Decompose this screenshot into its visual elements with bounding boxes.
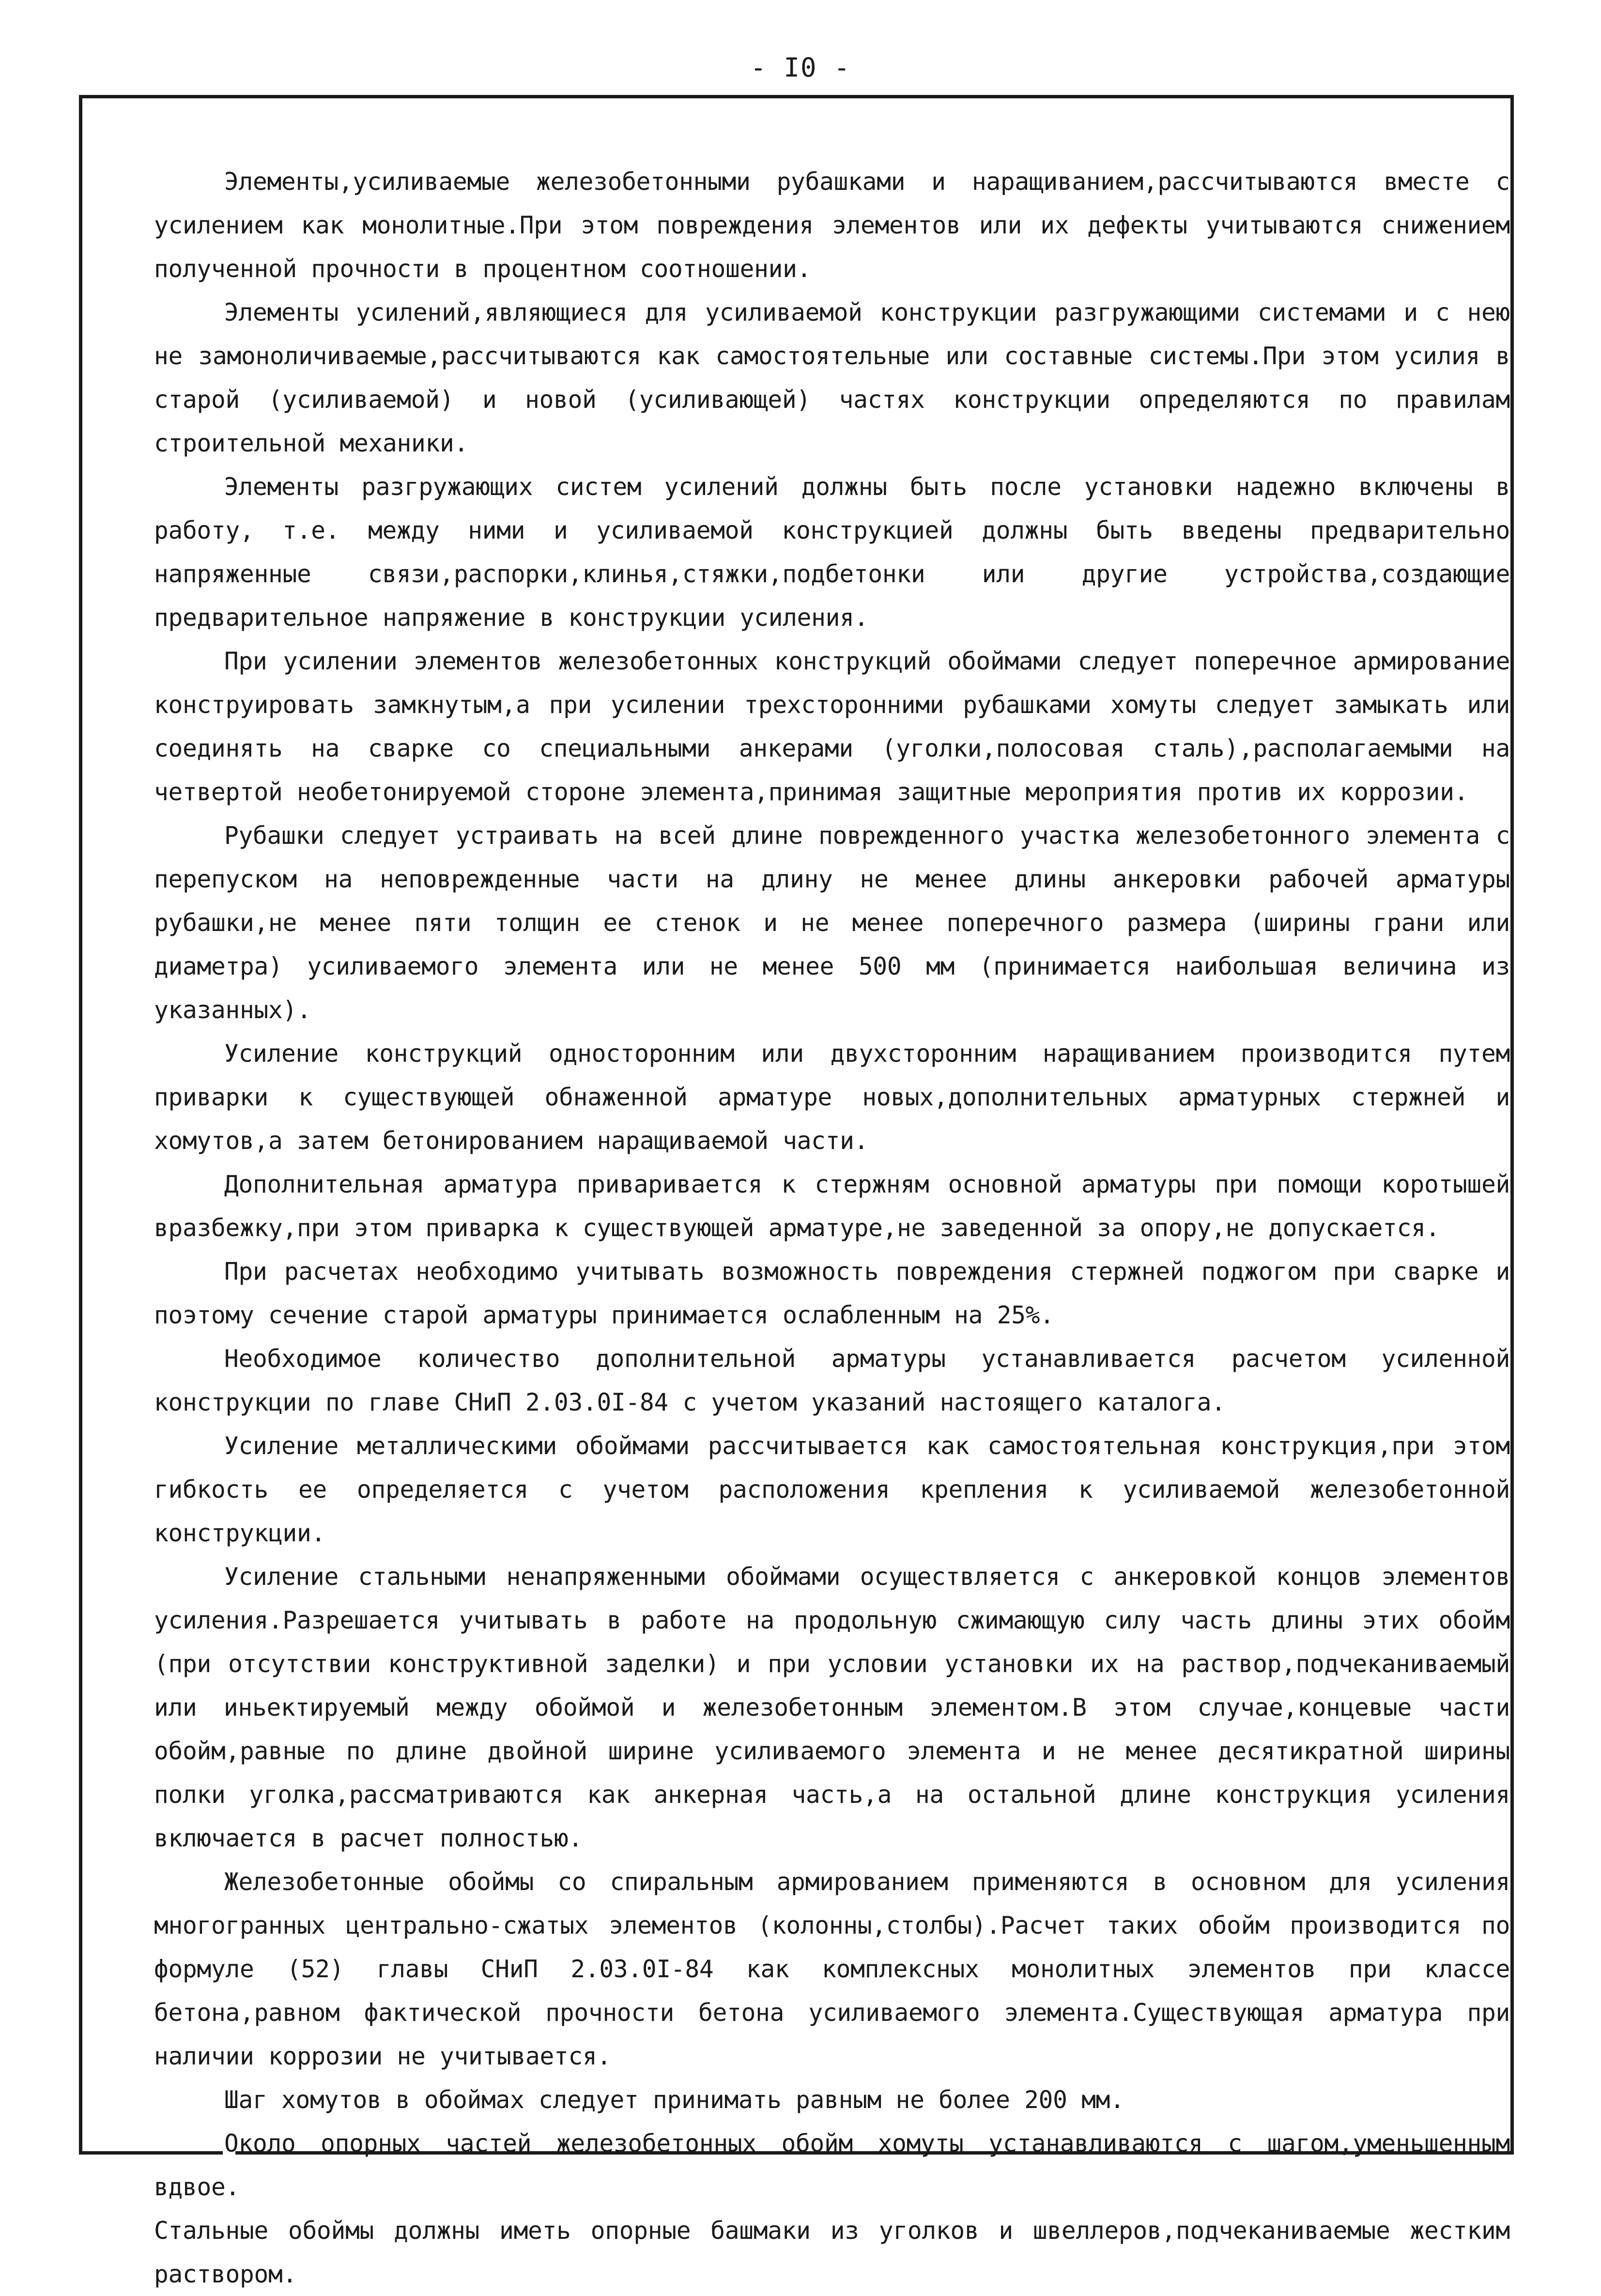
paragraph-2: Элементы усилений,являющиеся для усиливаемой конструкции разгружающими системами и с нею не замоноличиваемые,рассчитываются как самостоятельные или составные системы.При этом усилия в старой (усиливаемой) и новой (усиливающей) частях конструкции определяются по правилам строительной механики. — [154, 298, 1510, 457]
paragraph-9: Необходимое количество дополнительной арматуры устанавливается расчетом усиленной конструкции по главе СНиП 2.03.0I-84 с учетом указаний настоящего каталога. — [154, 1345, 1510, 1416]
paragraph-5: Рубашки следует устраивать на всей длине поврежденного участка железобетонного элемента с перепуском на неповрежденные части на длину не менее длины анкеровки рабочей арматуры рубашки,не менее пяти толщин ее стенок и не менее поперечного размера (ширины грани или диаметра) усиливаемого элемента или не менее 500 мм (принимается наибольшая величина из указанных). — [154, 822, 1510, 1024]
paragraph-6: Усиление конструкций односторонним или двухсторонним наращиванием производится путем приварки к существующей обнаженной арматуре новых,дополнительных арматурных стержней и хомутов,а затем бетонированием наращиваемой части. — [154, 1039, 1510, 1155]
paragraph-4: При усилении элементов железобетонных конструкций обоймами следует поперечное армирование конструировать замкнутым,а при усилении трехсторонними рубашками хомуты следует замыкать или соединять на сварке со специальными анкерами (уголки,полосовая сталь),располагаемыми на четвертой необетонируемой стороне элемента,принимая защитные мероприятия против их коррозии. — [154, 647, 1510, 806]
paragraph-13: Шаг хомутов в обоймах следует принимать равным не более 200 мм. — [224, 2086, 1124, 2114]
paragraph-11: Усиление стальными ненапряженными обоймами осуществляется с анкеровкой концов элементов усиления.Разрешается учитывать в работе на продольную сжимающую силу часть длины этих обойм (при отсутствии конструктивной заделки) и при условии установки их на раствор,подчеканиваемый или иньектируемый между обоймой и железобетонным элементом.В этом случае,концевые части обойм,равные по длине двойной ширине усиливаемого элемента и не менее десятикратной ширины полки уголка,рассматриваются как анкерная часть,а на остальной длине конструкция усиления включается в расчет полностью. — [154, 1563, 1510, 1852]
paragraph-10: Усиление металлическими обоймами рассчитывается как самостоятельная конструкция,при этом гибкость ее определяется с учетом расположения крепления к усиливаемой железобетонной конструкции. — [154, 1432, 1510, 1547]
paragraph-3: Элементы разгружающих систем усилений должны быть после установки надежно включены в работу, т.е. между ними и усиливаемой конструкцией должны быть введены предварительно напряженные связи,распорки,клинья,стяжки,подбетонки или другие устройства,создающие предварительное напряжение в конструкции усиления. — [154, 473, 1510, 632]
paragraph-1: Элементы,усиливаемые железобетонными рубашками и наращиванием,рассчитываются вместе с усилением как монолитные.При этом повреждения элементов или их дефекты учитываются снижением полученной прочности в процентном соотношении. — [154, 168, 1510, 283]
paragraph-7: Дополнительная арматура приваривается к стержням основной арматуры при помощи коротышей вразбежку,при этом приварка к существующей арматуре,не заведенной за опору,не допускается. — [154, 1170, 1510, 1242]
paragraph-14: Около опорных частей железобетонных обойм хомуты устанавливаются с шагом,уменьшенным вдвое. — [154, 2129, 1510, 2201]
paragraph-12: Железобетонные обоймы со спиральным армированием применяются в основном для усиления многогранных центрально-сжатых элементов (колонны,столбы).Расчет таких обойм производится по формуле (52) главы СНиП 2.03.0I-84 как комплексных монолитных элементов при классе бетона,равном фактической прочности бетона усиливаемого элемента.Существующая арматура при наличии коррозии не учитывается. — [154, 1868, 1510, 2070]
page-number: - I0 - — [750, 52, 851, 83]
document-body — [154, 160, 1510, 2296]
paragraph-15: Стальные обоймы должны иметь опорные башмаки из уголков и швеллеров,подчеканиваемые жестким раствором. — [154, 2217, 1510, 2288]
paragraph-8: При расчетах необходимо учитывать возможность повреждения стержней поджогом при сварке и поэтому сечение старой арматуры принимается ослабленным на 25%. — [154, 1257, 1510, 1329]
